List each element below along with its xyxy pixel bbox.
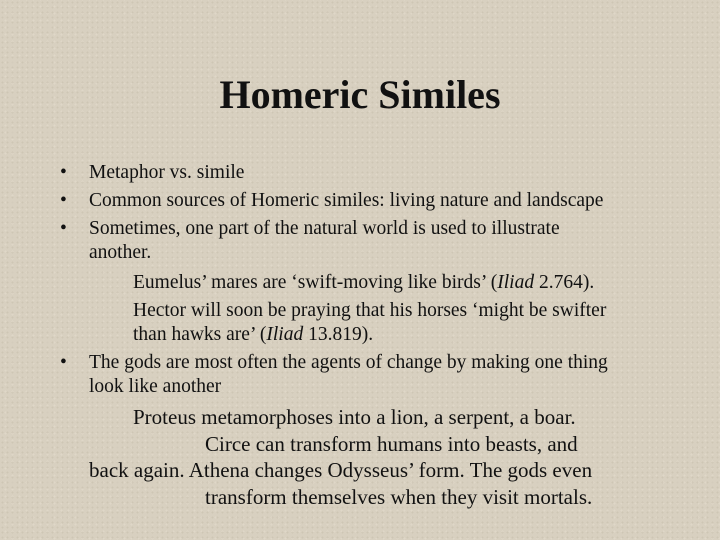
bullet-2: Common sources of Homeric similes: living nature and landscape (89, 190, 604, 211)
bullet-3-line-1: Sometimes, one part of the natural world is used to illustrate (89, 218, 560, 239)
paragraph-line-4: transform themselves when they visit mortals. (205, 485, 593, 509)
bullet-3-line-2: another. (89, 242, 152, 263)
paragraph-line-1: Proteus metamorphoses into a lion, a serpent, a boar. (133, 405, 576, 429)
paragraph-line-3: back again. Athena changes Odysseus’ form. The gods even (89, 458, 593, 482)
example-2-ref: 13.819). (303, 324, 374, 345)
bullet-4-line-1: The gods are most often the agents of change by making one thing (89, 352, 608, 373)
bullet-marker: • (60, 352, 67, 373)
example-2-text: than hawks are’ ( (133, 324, 267, 345)
example-2-line-1: Hector will soon be praying that his horses ‘might be swifter (133, 300, 607, 321)
example-2-line-2 (133, 322, 373, 348)
bullet-marker: • (60, 218, 67, 239)
paragraph-line-2: Circe can transform humans into beasts, and (205, 432, 578, 456)
example-1-ref: 2.764). (534, 272, 595, 293)
example-2-work: Iliad (266, 324, 304, 345)
bullet-marker: • (60, 190, 67, 211)
example-1-text: Eumelus’ mares are ‘swift-moving like birds’ ( (133, 272, 498, 293)
bullet-4-line-2: look like another (89, 376, 222, 397)
example-1 (133, 270, 594, 296)
example-1-work: Iliad (497, 272, 535, 293)
bullet-marker: • (60, 162, 67, 183)
slide-title: Homeric Similes (219, 72, 501, 117)
bullet-1: Metaphor vs. simile (89, 162, 245, 183)
